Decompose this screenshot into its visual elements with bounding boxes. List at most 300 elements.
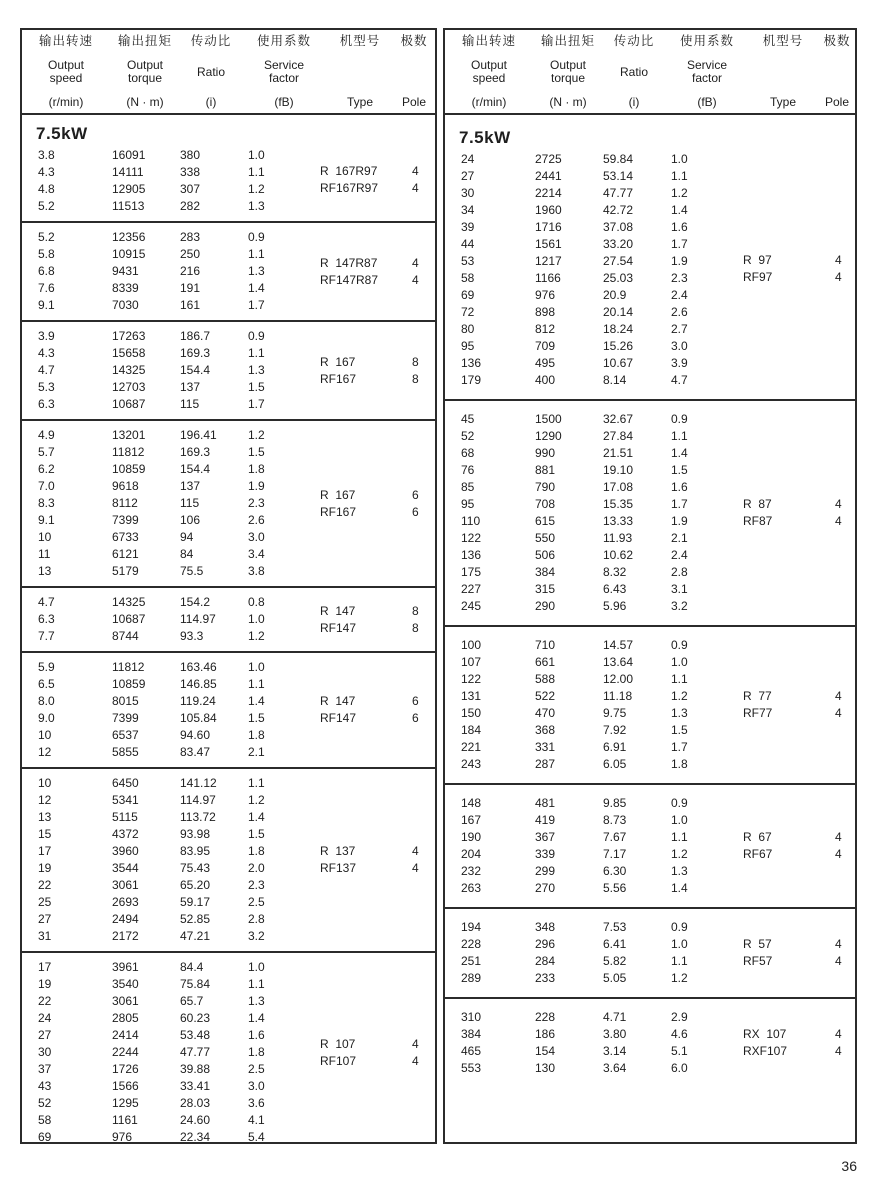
torque-cell: 881: [535, 463, 556, 477]
type-line: [743, 513, 842, 530]
table-row: [445, 428, 855, 445]
type-line: [320, 371, 419, 388]
table-row: [445, 564, 855, 581]
service-factor-cell: 2.5: [248, 895, 265, 909]
table-group: [22, 419, 435, 586]
table-row: [445, 321, 855, 338]
speed-cell: 69: [461, 288, 475, 302]
torque-cell: 290: [535, 599, 556, 613]
header-label-zh: 输出转速: [38, 34, 93, 48]
speed-cell: 107: [461, 655, 482, 669]
header-en-line: Output: [470, 58, 508, 72]
torque-cell: 228: [535, 1010, 556, 1024]
table-group: [22, 767, 435, 951]
table-row: [22, 775, 435, 792]
service-factor-cell: 1.1: [671, 672, 688, 686]
ratio-cell: 32.67: [603, 412, 634, 426]
torque-cell: 14325: [112, 363, 146, 377]
table-group: [22, 586, 435, 651]
header-unit: (r/min): [48, 95, 84, 109]
service-factor-cell: 1.3: [248, 264, 265, 278]
service-factor-cell: 1.2: [671, 971, 688, 985]
torque-cell: 400: [535, 373, 556, 387]
torque-cell: 6121: [112, 547, 139, 561]
header-unit: (i): [205, 95, 217, 109]
torque-cell: 270: [535, 881, 556, 895]
torque-cell: 8339: [112, 281, 139, 295]
speed-cell: 13: [38, 810, 52, 824]
ratio-cell: 7.92: [603, 723, 627, 737]
speed-cell: 263: [461, 881, 482, 895]
torque-cell: 522: [535, 689, 556, 703]
power-section-title: 7.5kW: [459, 128, 511, 147]
pole-value: 4: [835, 497, 842, 511]
service-factor-cell: 2.1: [248, 745, 265, 759]
service-factor-cell: 1.2: [248, 629, 265, 643]
service-factor-cell: 1.1: [671, 429, 688, 443]
ratio-cell: 65.7: [180, 994, 204, 1008]
speed-cell: 34: [461, 203, 475, 217]
speed-cell: 12: [38, 745, 52, 759]
pole-value: 4: [835, 847, 842, 861]
speed-cell: 52: [38, 1096, 52, 1110]
type-name: R 107: [320, 1036, 356, 1051]
header-label-zh: 使用系数: [679, 34, 734, 48]
ratio-cell: 282: [180, 199, 201, 213]
type-line: [320, 1036, 419, 1053]
type-block: [743, 688, 842, 722]
table-row: [22, 396, 435, 413]
speed-cell: 131: [461, 689, 482, 703]
service-factor-cell: 1.6: [671, 480, 688, 494]
pole-value: 4: [412, 1036, 419, 1051]
pole-value: 6: [412, 504, 419, 519]
ratio-cell: 4.71: [603, 1010, 627, 1024]
service-factor-cell: 1.5: [671, 723, 688, 737]
service-factor-cell: 1.0: [248, 612, 265, 626]
ratio-cell: 9.75: [603, 706, 627, 720]
ratio-cell: 10.62: [603, 548, 634, 562]
speed-cell: 53: [461, 254, 475, 268]
speed-cell: 6.3: [38, 612, 55, 626]
speed-cell: 7.7: [38, 629, 55, 643]
service-factor-cell: 1.5: [248, 445, 265, 459]
service-factor-cell: 1.0: [248, 148, 265, 162]
pole-value: 8: [412, 620, 419, 635]
speed-cell: 12: [38, 793, 52, 807]
torque-cell: 6450: [112, 776, 139, 790]
table-row: [445, 338, 855, 355]
torque-cell: 5179: [112, 564, 139, 578]
ratio-cell: 14.57: [603, 638, 634, 652]
speed-cell: 17: [38, 844, 52, 858]
service-factor-cell: 0.9: [671, 412, 688, 426]
speed-cell: 13: [38, 564, 52, 578]
ratio-cell: 22.34: [180, 1130, 211, 1144]
ratio-cell: 52.85: [180, 912, 211, 926]
type-name: RXF107: [743, 1044, 788, 1058]
torque-cell: 233: [535, 971, 556, 985]
type-name: RF107: [320, 1053, 357, 1068]
table-group: [445, 625, 855, 783]
torque-cell: 16091: [112, 148, 146, 162]
service-factor-cell: 1.5: [671, 463, 688, 477]
torque-cell: 368: [535, 723, 556, 737]
type-line: [743, 496, 842, 513]
speed-cell: 184: [461, 723, 482, 737]
type-line: [743, 846, 842, 863]
service-factor-cell: 1.3: [248, 994, 265, 1008]
speed-cell: 175: [461, 565, 482, 579]
table-row: [22, 444, 435, 461]
table-header: [445, 30, 855, 115]
table-row: [445, 812, 855, 829]
header-en-line: Ratio: [619, 64, 648, 79]
speed-cell: 95: [461, 339, 475, 353]
table-row: [445, 795, 855, 812]
header-col-ratio: [603, 35, 665, 109]
type-block: [743, 1026, 842, 1060]
torque-cell: 2693: [112, 895, 139, 909]
table-row: [445, 219, 855, 236]
torque-cell: 3061: [112, 994, 139, 1008]
ratio-cell: 94: [180, 530, 194, 544]
speed-cell: 7.0: [38, 479, 55, 493]
torque-cell: 5341: [112, 793, 139, 807]
type-name: R 87: [743, 497, 772, 511]
service-factor-cell: 4.1: [248, 1113, 265, 1127]
speed-cell: 4.8: [38, 182, 55, 196]
header-en-line: factor: [691, 71, 722, 85]
ratio-cell: 154.4: [180, 462, 211, 476]
ratio-cell: 5.82: [603, 954, 627, 968]
speed-cell: 27: [461, 169, 475, 183]
type-name: RF77: [743, 706, 773, 720]
ratio-cell: 59.17: [180, 895, 211, 909]
torque-cell: 3960: [112, 844, 139, 858]
service-factor-cell: 3.1: [671, 582, 688, 596]
speed-cell: 4.3: [38, 346, 55, 360]
speed-cell: 80: [461, 322, 475, 336]
ratio-cell: 20.9: [603, 288, 627, 302]
torque-cell: 615: [535, 514, 556, 528]
table-row: [445, 236, 855, 253]
torque-cell: 284: [535, 954, 556, 968]
torque-cell: 2172: [112, 929, 139, 943]
table-group: [22, 651, 435, 767]
speed-cell: 15: [38, 827, 52, 841]
type-name: R 167R97: [320, 164, 378, 178]
speed-cell: 3.9: [38, 329, 55, 343]
type-line: [320, 693, 419, 710]
table-row: [22, 461, 435, 478]
speed-cell: 39: [461, 220, 475, 234]
service-factor-cell: 2.6: [248, 513, 265, 527]
type-name: R 147: [320, 694, 356, 708]
torque-cell: 11513: [112, 199, 145, 213]
table-row: [22, 1078, 435, 1095]
ratio-cell: 6.91: [603, 740, 627, 754]
ratio-cell: 5.05: [603, 971, 627, 985]
type-name: RX 107: [743, 1027, 787, 1041]
service-factor-cell: 1.7: [248, 298, 265, 312]
table-row: [22, 959, 435, 976]
ratio-cell: 3.80: [603, 1027, 627, 1041]
torque-cell: 976: [112, 1130, 133, 1144]
header-label-en: [197, 66, 225, 79]
service-factor-cell: 2.8: [671, 565, 688, 579]
ratio-cell: 28.03: [180, 1096, 211, 1110]
service-factor-cell: 1.7: [248, 397, 265, 411]
table-row: [22, 427, 435, 444]
service-factor-cell: 4.7: [671, 373, 688, 387]
speed-cell: 204: [461, 847, 482, 861]
torque-cell: 12703: [112, 380, 146, 394]
torque-cell: 3540: [112, 977, 139, 991]
speed-cell: 4.7: [38, 595, 55, 609]
torque-cell: 8112: [112, 496, 138, 510]
service-factor-cell: 2.4: [671, 548, 688, 562]
pole-value: 4: [835, 270, 842, 284]
service-factor-cell: 1.1: [248, 977, 265, 991]
service-factor-cell: 0.9: [671, 796, 688, 810]
pole-value: 4: [412, 181, 419, 195]
ratio-cell: 20.14: [603, 305, 634, 319]
type-name: RF97: [743, 270, 773, 284]
service-factor-cell: 0.9: [671, 638, 688, 652]
torque-cell: 8744: [112, 629, 139, 643]
header-col-type: [326, 35, 394, 109]
header-unit: (N · m): [549, 95, 587, 109]
torque-cell: 287: [535, 757, 556, 771]
torque-cell: 1500: [535, 412, 562, 426]
header-col-pole: [817, 35, 857, 109]
table-group: [445, 783, 855, 907]
type-line: [743, 269, 842, 286]
speed-cell: 6.3: [38, 397, 55, 411]
service-factor-cell: 1.3: [671, 706, 688, 720]
table-header: [22, 30, 435, 115]
header-label-zh: 传动比: [613, 34, 655, 48]
table-row: [22, 529, 435, 546]
table-row: [445, 637, 855, 654]
type-block: [320, 354, 419, 388]
ratio-cell: 18.24: [603, 322, 634, 336]
speed-cell: 11: [38, 547, 51, 561]
type-block: [743, 496, 842, 530]
table-row: [445, 151, 855, 168]
service-factor-cell: 1.5: [248, 827, 265, 841]
torque-cell: 481: [535, 796, 556, 810]
header-unit: (fB): [697, 95, 717, 109]
speed-cell: 5.7: [38, 445, 55, 459]
service-factor-cell: 1.1: [248, 165, 265, 179]
table-row: [22, 1010, 435, 1027]
ratio-cell: 84: [180, 547, 194, 561]
torque-cell: 5115: [112, 810, 138, 824]
type-block: [320, 1036, 419, 1070]
speed-cell: 22: [38, 994, 52, 1008]
ratio-cell: 11.93: [603, 531, 633, 545]
torque-cell: 315: [535, 582, 556, 596]
torque-cell: 1566: [112, 1079, 139, 1093]
type-block: [743, 829, 842, 863]
table-row: [445, 722, 855, 739]
table-group: [22, 115, 435, 221]
table-row: [22, 928, 435, 945]
ratio-cell: 84.4: [180, 960, 204, 974]
ratio-cell: 47.77: [180, 1045, 211, 1059]
speed-cell: 10: [38, 530, 52, 544]
type-line: [743, 252, 842, 269]
torque-cell: 15658: [112, 346, 146, 360]
ratio-cell: 7.17: [603, 847, 627, 861]
torque-cell: 709: [535, 339, 556, 353]
table-row: [22, 147, 435, 164]
ratio-cell: 169.3: [180, 346, 211, 360]
speed-cell: 19: [38, 861, 52, 875]
torque-cell: 11812: [112, 660, 145, 674]
speed-cell: 37: [38, 1062, 52, 1076]
table-row: [445, 445, 855, 462]
service-factor-cell: 1.7: [671, 237, 688, 251]
service-factor-cell: 3.0: [248, 1079, 265, 1093]
torque-cell: 661: [535, 655, 556, 669]
ratio-cell: 169.3: [180, 445, 211, 459]
speed-cell: 245: [461, 599, 482, 613]
speed-cell: 69: [38, 1130, 52, 1144]
service-factor-cell: 1.8: [248, 844, 265, 858]
type-line: [320, 860, 419, 877]
torque-cell: 812: [535, 322, 556, 336]
header-unit: (fB): [274, 95, 294, 109]
pole-value: 4: [835, 830, 842, 844]
ratio-cell: 93.98: [180, 827, 211, 841]
torque-cell: 3961: [112, 960, 139, 974]
type-block: [320, 693, 419, 727]
torque-cell: 13201: [112, 428, 146, 442]
ratio-cell: 216: [180, 264, 201, 278]
header-en-line: Service: [263, 58, 304, 72]
ratio-cell: 17.08: [603, 480, 634, 494]
ratio-cell: 250: [180, 247, 201, 261]
torque-cell: 1716: [535, 220, 562, 234]
service-factor-cell: 1.0: [248, 660, 265, 674]
torque-cell: 10915: [112, 247, 146, 261]
type-name: R 167: [320, 487, 356, 502]
torque-cell: 419: [535, 813, 556, 827]
service-factor-cell: 1.1: [671, 954, 688, 968]
service-factor-cell: 1.1: [671, 169, 688, 183]
service-factor-cell: 1.2: [248, 428, 265, 442]
ratio-cell: 59.84: [603, 152, 634, 166]
speed-cell: 76: [461, 463, 475, 477]
torque-cell: 6537: [112, 728, 139, 742]
service-factor-cell: 1.9: [671, 254, 688, 268]
type-line: [320, 710, 419, 727]
header-en-line: speed: [472, 71, 506, 85]
table-row: [445, 919, 855, 936]
table-row: [445, 581, 855, 598]
service-factor-cell: 3.0: [671, 339, 688, 353]
table-row: [445, 654, 855, 671]
service-factor-cell: 1.6: [671, 220, 688, 234]
header-col-type: [749, 35, 817, 109]
torque-cell: 12356: [112, 230, 146, 244]
header-col-torque: [110, 35, 180, 109]
header-col-torque: [533, 35, 603, 109]
type-line: [320, 487, 419, 504]
service-factor-cell: 1.2: [248, 182, 265, 196]
speed-cell: 10: [38, 776, 52, 790]
ratio-cell: 7.67: [603, 830, 627, 844]
service-factor-cell: 2.6: [671, 305, 688, 319]
torque-cell: 1217: [535, 254, 562, 268]
type-line: [743, 1026, 842, 1043]
service-factor-cell: 0.9: [671, 920, 688, 934]
service-factor-cell: 1.0: [671, 937, 688, 951]
ratio-cell: 83.95: [180, 844, 211, 858]
speed-cell: 10: [38, 728, 52, 742]
speed-cell: 5.3: [38, 380, 55, 394]
torque-cell: 10687: [112, 612, 146, 626]
table-row: [22, 877, 435, 894]
type-line: [320, 1053, 419, 1070]
ratio-cell: 6.05: [603, 757, 627, 771]
torque-cell: 3061: [112, 878, 139, 892]
service-factor-cell: 5.1: [671, 1044, 688, 1058]
torque-cell: 7030: [112, 298, 139, 312]
ratio-cell: 65.20: [180, 878, 211, 892]
ratio-cell: 21.51: [603, 446, 634, 460]
service-factor-cell: 5.4: [248, 1130, 265, 1144]
service-factor-cell: 2.9: [671, 1010, 688, 1024]
speed-cell: 9.1: [38, 298, 55, 312]
ratio-cell: 137: [180, 479, 201, 493]
type-line: [743, 1043, 842, 1060]
ratio-cell: 105.84: [180, 711, 217, 725]
ratio-cell: 60.23: [180, 1011, 211, 1025]
speed-cell: 22: [38, 878, 52, 892]
torque-cell: 11812: [112, 445, 145, 459]
torque-cell: 1295: [112, 1096, 139, 1110]
torque-cell: 495: [535, 356, 556, 370]
torque-cell: 7399: [112, 711, 139, 725]
service-factor-cell: 3.0: [248, 530, 265, 544]
ratio-cell: 141.12: [180, 776, 217, 790]
header-label-en: [471, 59, 507, 85]
speed-cell: 58: [461, 271, 475, 285]
speed-cell: 5.2: [38, 230, 55, 244]
type-line: [743, 829, 842, 846]
service-factor-cell: 3.4: [248, 547, 265, 561]
header-en-line: Output: [47, 58, 85, 72]
torque-cell: 2244: [112, 1045, 139, 1059]
speed-cell: 30: [38, 1045, 52, 1059]
type-name: RF147R87: [320, 272, 379, 287]
type-line: [743, 688, 842, 705]
speed-cell: 30: [461, 186, 475, 200]
table-row: [445, 304, 855, 321]
header-label-en: [127, 59, 163, 85]
pole-value: 4: [835, 689, 842, 703]
header-unit: (N · m): [126, 95, 164, 109]
header-label-zh: 使用系数: [256, 34, 311, 48]
ratio-cell: 115: [180, 496, 200, 510]
torque-cell: 8015: [112, 694, 139, 708]
header-label-zh: 输出扭矩: [117, 34, 172, 48]
header-unit: Pole: [401, 95, 427, 109]
